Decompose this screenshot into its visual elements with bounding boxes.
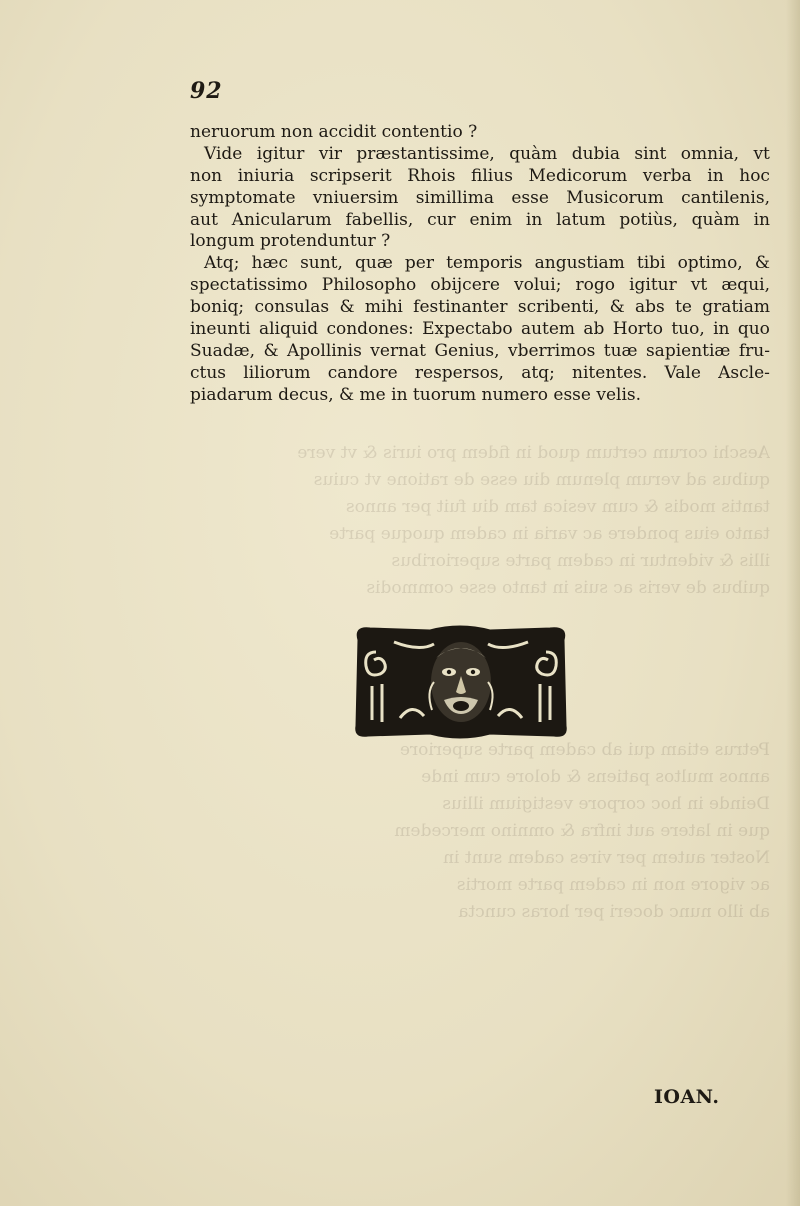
text-word: consulas xyxy=(254,297,330,318)
text-word: ctus xyxy=(190,362,227,383)
text-word: optimo, xyxy=(677,253,743,274)
text-line xyxy=(190,341,770,363)
text-word: hoc xyxy=(739,165,770,186)
text-word: fru- xyxy=(738,340,770,361)
text-line xyxy=(190,319,770,341)
text-word: vt xyxy=(690,275,708,296)
text-word: rogo xyxy=(575,275,615,296)
text-word: cantilenis, xyxy=(681,187,770,208)
text-word: autem xyxy=(520,319,576,340)
text-word: esse xyxy=(511,187,549,208)
text-word: & xyxy=(263,340,279,361)
text-word: Suadæ, xyxy=(190,340,255,361)
text-word: vernat xyxy=(370,340,426,361)
text-line xyxy=(190,275,770,297)
text-line xyxy=(190,253,770,275)
text-word: in xyxy=(753,209,770,230)
text-word: simillima xyxy=(415,187,494,208)
page-number: 92 xyxy=(190,78,223,104)
text-word: igitur xyxy=(629,275,677,296)
text-word: quæ xyxy=(355,253,393,274)
text-word: vir xyxy=(318,143,343,164)
text-word: obijcere xyxy=(430,275,500,296)
text-line: piadarum decus, & me in tuorum numero esse velis. xyxy=(190,384,642,405)
main-text xyxy=(190,122,770,407)
text-word: hæc xyxy=(251,253,288,274)
text-word: vberrimos xyxy=(507,340,596,361)
text-word: Vide xyxy=(204,143,243,164)
text-word: sapientiæ xyxy=(645,340,731,361)
text-word: atq; xyxy=(521,362,555,383)
text-word: aut xyxy=(190,209,218,230)
text-word: omnia, xyxy=(680,143,740,164)
text-word: respersos, xyxy=(414,362,504,383)
text-word: ab xyxy=(583,319,605,340)
page-edge-shadow xyxy=(786,0,800,1206)
text-word: tuo, xyxy=(671,319,705,340)
text-word: festinanter xyxy=(413,297,508,318)
text-word: quàm xyxy=(509,143,558,164)
text-line: longum protenduntur ? xyxy=(190,231,391,252)
text-word: ineunti xyxy=(190,319,251,340)
text-word: æqui, xyxy=(721,275,770,296)
text-word: candore xyxy=(327,362,398,383)
text-line xyxy=(190,210,770,232)
text-word: abs xyxy=(635,297,665,318)
text-line xyxy=(190,297,770,319)
text-word: in xyxy=(707,165,724,186)
text-word: Expectabo xyxy=(422,319,513,340)
text-word: aliquid xyxy=(258,319,319,340)
text-word: igitur xyxy=(256,143,305,164)
text-word: præstantissime, xyxy=(356,143,495,164)
text-word: condones: xyxy=(326,319,414,340)
text-word: sunt, xyxy=(300,253,343,274)
text-line: neruorum non accidit contentio ? xyxy=(190,122,478,142)
text-word: & xyxy=(754,253,770,274)
text-word: dubia xyxy=(571,143,620,164)
text-word: symptomate xyxy=(190,187,296,208)
text-word: nitentes. xyxy=(572,362,648,383)
catchword: IOAN. xyxy=(654,1086,720,1108)
text-word: per xyxy=(404,253,434,274)
text-word: sint xyxy=(634,143,667,164)
text-word: scripserit xyxy=(309,165,392,186)
text-word: vt xyxy=(753,143,770,164)
text-word: angustiam xyxy=(534,253,625,274)
text-word: latum xyxy=(556,209,606,230)
text-word: filius xyxy=(471,165,513,186)
text-line xyxy=(190,144,770,166)
text-word: in xyxy=(525,209,543,230)
text-word: & xyxy=(339,297,355,318)
text-word: spectatissimo xyxy=(190,275,308,296)
text-word: vniuersim xyxy=(312,187,399,208)
text-word: liliorum xyxy=(243,362,311,383)
text-word: Philosopho xyxy=(321,275,417,296)
grotesque-mask-tailpiece-icon xyxy=(350,622,572,742)
show-through-text: Aeschi corum certum quod in fidem pro iuris & vt vere quibus ad verum plenum diu esse de ratione vt cuius tantis modis & cum vesica tam diu fuit per annos tanto eius pondere ac varia in cadem quoque parte illis & videntur in cadem parte superioribus quibus de veris ac suis in tanto esse commodis Petrus etiam qui ab cadem parte superiore annos multos patiens & dolore cum inde Deinde in hoc corpore vestigium illius que in latere aut infra & omnino mercedem Noster autem per vires cadem sunt in ac vigore non in cadem parte mortis ab illo nunc doceri per horas cuncta xyxy=(297,443,770,922)
text-word: Horto xyxy=(612,319,664,340)
text-word: Atq; xyxy=(204,253,240,274)
text-word: te xyxy=(675,297,692,318)
text-word: potiùs, xyxy=(619,209,678,230)
text-word: Musicorum xyxy=(566,187,664,208)
text-word: tuæ xyxy=(603,340,638,361)
text-word: iniuria xyxy=(237,165,295,186)
text-word: Anicularum xyxy=(231,209,332,230)
text-word: fabellis, xyxy=(345,209,414,230)
text-word: & xyxy=(609,297,625,318)
text-line xyxy=(190,166,770,188)
text-word: Ascle- xyxy=(718,362,770,383)
text-word: cur xyxy=(427,209,456,230)
text-word: enim xyxy=(469,209,513,230)
text-line xyxy=(190,363,770,385)
text-word: in xyxy=(713,319,730,340)
text-word: Vale xyxy=(664,362,701,383)
text-word: temporis xyxy=(446,253,523,274)
text-word: scribenti, xyxy=(517,297,600,318)
text-word: Apollinis xyxy=(287,340,362,361)
text-word: verba xyxy=(642,165,692,186)
text-word: quo xyxy=(737,319,770,340)
text-word: Medicorum xyxy=(528,165,628,186)
text-line xyxy=(190,188,770,210)
text-word: volui; xyxy=(514,275,562,296)
text-word: mihi xyxy=(364,297,403,318)
text-word: quàm xyxy=(691,209,740,230)
text-word: Rhois xyxy=(407,165,456,186)
text-word: gratiam xyxy=(702,297,770,318)
text-word: non xyxy=(190,165,223,186)
text-word: Genius, xyxy=(434,340,500,361)
text-word: tibi xyxy=(636,253,666,274)
text-word: boniq; xyxy=(190,297,245,318)
